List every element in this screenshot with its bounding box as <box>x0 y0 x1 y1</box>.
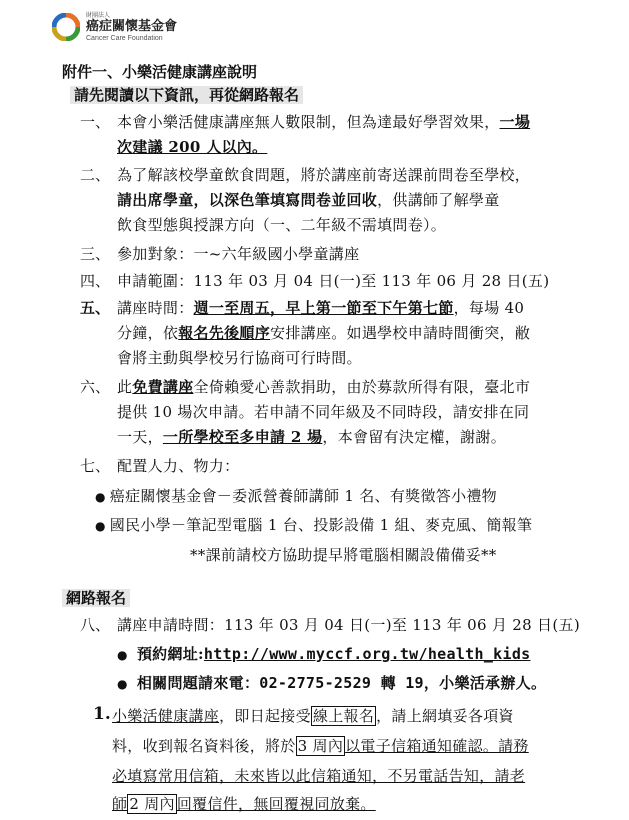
item-1-line-2: 次建議 200 人以內。 <box>117 138 268 156</box>
foundation-logo-icon <box>52 13 80 41</box>
item-3-number: 三、 <box>80 245 111 263</box>
item-6-number: 六、 <box>80 378 111 396</box>
numbered-1-text-a: 小樂活健康講座 <box>112 707 220 725</box>
notice-heading <box>70 84 303 105</box>
online-heading-text: 網路報名 <box>62 589 130 607</box>
item-1-text: 本會小樂活健康講座無人數限制，但為達最好學習效果， <box>117 113 500 131</box>
foundation-logo <box>52 10 177 44</box>
phone-label: 相關問題請來電： <box>136 674 260 692</box>
item-6-line-3 <box>117 426 506 447</box>
numbered-1-line-4 <box>112 793 376 814</box>
bullet-item-2 <box>95 514 532 535</box>
item-6-text-3b: ，本會留有決定權，謝謝。 <box>322 428 506 446</box>
item-5-line-2 <box>117 322 530 343</box>
phone-row <box>117 672 546 693</box>
item-7-line-1: 配置人力、物力： <box>117 457 240 475</box>
item-1-line-1 <box>117 111 530 132</box>
item-2-emphasis: 請出席學童，以深色筆填寫問卷並回收 <box>117 191 378 209</box>
url-label: 預約網址: <box>136 645 204 663</box>
bullet-icon: ● <box>117 677 128 691</box>
numbered-1-line-2 <box>112 735 529 756</box>
logo-name: 癌症關懷基金會 <box>86 18 178 34</box>
bullet-icon: ● <box>95 519 106 533</box>
item-6-text-1a: 此 <box>117 378 133 396</box>
page-title: 附件一、小樂活健康講座說明 <box>62 63 258 81</box>
item-5-number: 五、 <box>80 299 111 317</box>
item-6-emphasis-2: 一所學校至多申請 2 場 <box>162 428 323 446</box>
item-1-number: 一、 <box>80 113 111 131</box>
item-6-text-1b: 全倚賴愛心善款捐助，由於募款所得有限，臺北市 <box>193 378 531 396</box>
item-2-line-1: 為了解該校學童飲食問題，將於講座前寄送課前問卷至學校， <box>117 166 531 184</box>
item-6-line-2: 提供 10 場次申請。若申請不同年級及不同時段，請安排在同 <box>117 403 530 421</box>
item-2-number: 二、 <box>80 166 111 184</box>
numbered-1-text-b: ，即日起接受 <box>219 707 311 725</box>
numbered-1-text-e: 以電子信箱通知確認。請務 <box>345 737 529 755</box>
equipment-note: **課前請校方協助提早將電腦相關設備備妥** <box>190 546 497 564</box>
phone-number: 02-2775-2529 轉 19，小樂活承辦人。 <box>259 674 547 692</box>
item-2-line-2 <box>117 189 500 210</box>
bullet-icon: ● <box>117 648 128 662</box>
logo-small-text: 財團法人 <box>86 11 111 19</box>
item-6-emphasis: 免費講座 <box>132 378 194 396</box>
logo-english: Cancer Care Foundation <box>86 34 163 42</box>
item-1-emphasis: 一場 <box>499 113 531 131</box>
item-5-text: ，每場 40 <box>453 299 525 317</box>
registration-url-link[interactable]: http://www.myccf.org.tw/health_kids <box>203 645 531 663</box>
item-8-number: 八、 <box>80 616 111 634</box>
numbered-1-text-d: 料，收到報名資料後，將於 <box>112 737 296 755</box>
numbered-1-line-1 <box>112 705 514 726</box>
item-5-label: 講座時間： <box>117 299 194 317</box>
url-row <box>117 643 530 664</box>
notice-text: 請先閱讀以下資訊，再從網路報名 <box>70 86 303 104</box>
bullet-text-1: 癌症關懷基金會－委派營養師講師 1 名、有獎徵答小禮物 <box>109 487 497 505</box>
online-signup-box: 線上報名 <box>312 707 375 725</box>
item-4-line-1: 申請範圍：113 年 03 月 04 日(一)至 113 年 06 月 28 日(五) <box>117 272 550 290</box>
item-5-emphasis-2: 報名先後順序 <box>178 324 271 342</box>
numbered-1-line-3: 必填寫常用信箱，未來皆以此信箱通知，不另電話告知，請老 <box>112 767 526 785</box>
three-weeks-box: 3 周內 <box>297 737 344 755</box>
online-heading <box>62 587 130 608</box>
item-5-line-1 <box>117 297 524 318</box>
two-weeks-box: 2 周內 <box>129 795 175 813</box>
bullet-item-1 <box>95 485 497 506</box>
item-5-text-2b: 安排講座。如遇學校申請時間衝突，敝 <box>270 324 531 342</box>
bullet-icon: ● <box>95 490 106 504</box>
item-8-line-1: 講座申請時間：113 年 03 月 04 日(一)至 113 年 06 月 28 日(五) <box>117 616 580 634</box>
numbered-1-text-c: ，請上網填妥各項資 <box>376 707 514 725</box>
item-2-text: ，供講師了解學童 <box>377 191 500 209</box>
numbered-1-text-f: 師 <box>112 795 128 813</box>
item-5-emphasis: 週一至周五，早上第一節至下午第七節 <box>193 299 454 317</box>
item-4-number: 四、 <box>80 272 111 290</box>
item-7-number: 七、 <box>80 457 111 475</box>
item-6-text-3a: 一天， <box>117 428 163 446</box>
bullet-text-2: 國民小學－筆記型電腦 1 台、投影設備 1 組、麥克風、簡報筆 <box>109 516 533 534</box>
item-5-line-3: 會將主動與學校另行協商可行時間。 <box>117 349 362 367</box>
item-2-line-3: 飲食型態與授課方向（一、二年級不需填問卷）。 <box>117 216 447 234</box>
item-6-line-1 <box>117 376 530 397</box>
item-3-line-1: 參加對象：一~六年級國小學童講座 <box>117 245 360 263</box>
logo-text <box>86 13 177 42</box>
numbered-1-text-g: 回覆信件，無回覆視同放棄。 <box>176 795 376 813</box>
item-5-text-2a: 分鐘，依 <box>117 324 179 342</box>
numbered-1-number: 1. <box>93 704 111 724</box>
